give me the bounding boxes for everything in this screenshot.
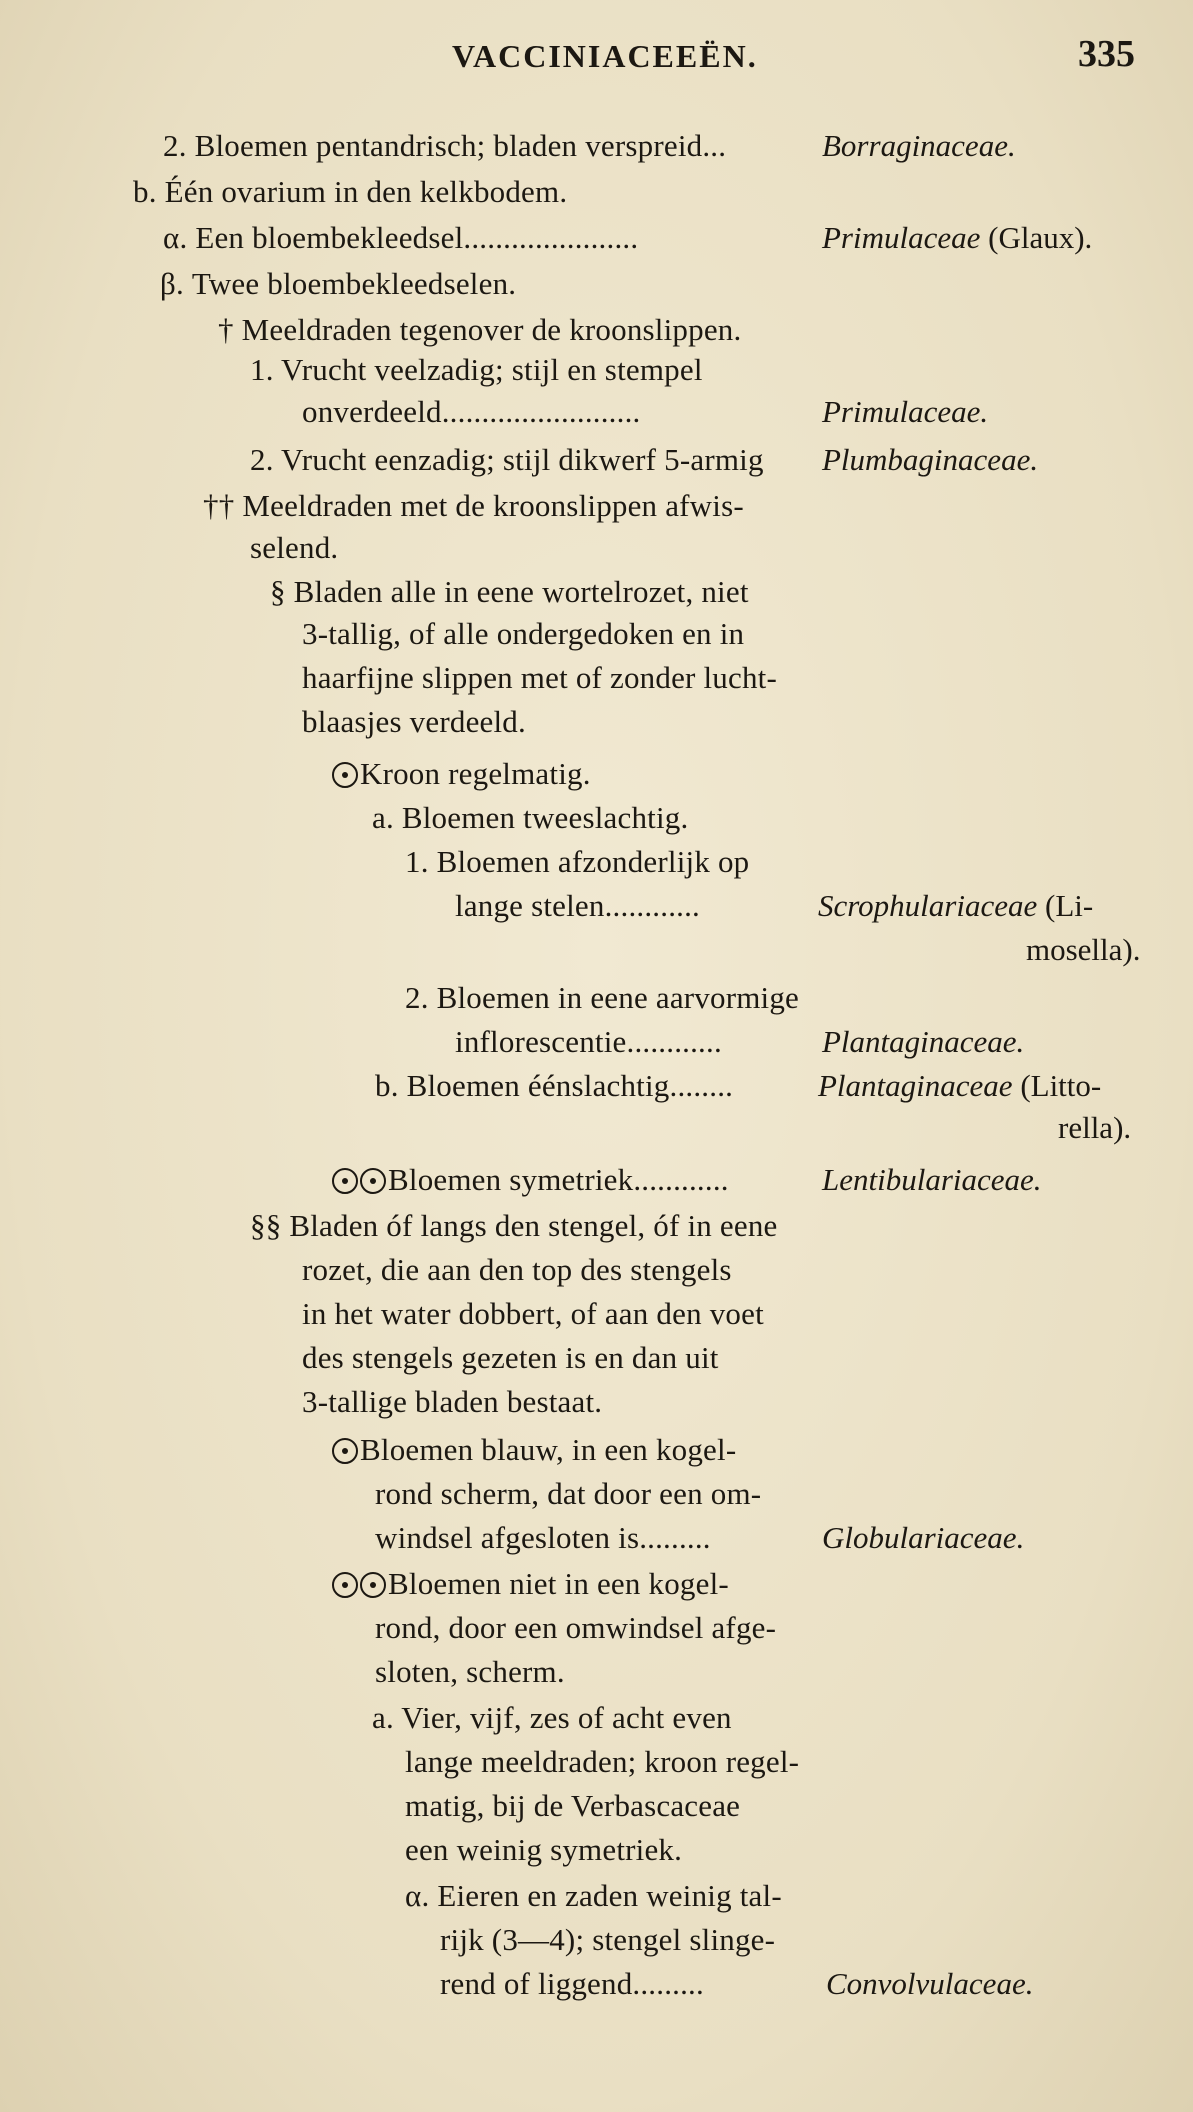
text-line: Bloemen niet in een kogel- bbox=[332, 1564, 729, 1604]
text-line: 3-tallig, of alle ondergedoken en in bbox=[302, 616, 745, 651]
taxon-name: Plantaginaceae. bbox=[822, 1024, 1025, 1059]
taxon-continuation: mosella). bbox=[1026, 932, 1141, 967]
taxon-name: Plantaginaceae (Litto- bbox=[818, 1068, 1102, 1103]
text-line: rond scherm, dat door een om- bbox=[375, 1476, 762, 1511]
text-line: b. Één ovarium in den kelkbodem. bbox=[133, 174, 568, 209]
text-line: a. Bloemen tweeslachtig. bbox=[372, 800, 689, 835]
text-line: § Bladen alle in eene wortelrozet, niet bbox=[270, 574, 749, 609]
single-sun-icon bbox=[332, 762, 358, 788]
text-line: α. Eieren en zaden weinig tal- bbox=[405, 1878, 782, 1913]
text-line: 3-tallige bladen bestaat. bbox=[302, 1384, 603, 1419]
taxon-name: Primulaceae (Glaux). bbox=[822, 220, 1093, 255]
text-line: Bloemen symetriek............ bbox=[332, 1160, 729, 1200]
text-line: §§ Bladen óf langs den stengel, óf in eene bbox=[250, 1208, 778, 1243]
text-line: b. Bloemen éénslachtig........ bbox=[375, 1068, 734, 1103]
double-sun-icon bbox=[332, 1572, 358, 1598]
text-line: † Meeldraden tegenover de kroonslippen. bbox=[218, 312, 742, 347]
text-line: selend. bbox=[250, 530, 339, 565]
text-line: β. Twee bloembekleedselen. bbox=[160, 266, 517, 301]
text-line: in het water dobbert, of aan den voet bbox=[302, 1296, 764, 1331]
text-line: lange meeldraden; kroon regel- bbox=[405, 1744, 800, 1779]
text-line: rond, door een omwindsel afge- bbox=[375, 1610, 777, 1645]
text-line: sloten, scherm. bbox=[375, 1654, 565, 1689]
text-line: Bloemen blauw, in een kogel- bbox=[332, 1430, 736, 1470]
text-line: rozet, die aan den top des stengels bbox=[302, 1252, 732, 1287]
text-line: een weinig symetriek. bbox=[405, 1832, 683, 1867]
taxon-continuation: rella). bbox=[1058, 1110, 1132, 1145]
text-line: rijk (3—4); stengel slinge- bbox=[440, 1922, 776, 1957]
text-line: Kroon regelmatig. bbox=[332, 754, 591, 794]
taxon-name: Globulariaceae. bbox=[822, 1520, 1025, 1555]
taxon-name: Plumbaginaceae. bbox=[822, 442, 1039, 477]
single-sun-icon bbox=[332, 1438, 358, 1464]
text-line: onverdeeld......................... bbox=[302, 394, 641, 429]
taxon-name: Convolvulaceae. bbox=[826, 1966, 1034, 2001]
text-line: blaasjes verdeeld. bbox=[302, 704, 526, 739]
text-line: †† Meeldraden met de kroonslippen afwis- bbox=[203, 488, 744, 523]
page-number: 335 bbox=[1078, 33, 1135, 75]
taxon-name: Lentibulariaceae. bbox=[822, 1162, 1042, 1197]
text-line: rend of liggend......... bbox=[440, 1966, 704, 2001]
taxon-name: Scrophulariaceae (Li- bbox=[818, 888, 1094, 923]
text-line: 2. Bloemen pentandrisch; bladen verspreid... bbox=[163, 128, 727, 163]
taxon-name: Primulaceae. bbox=[822, 394, 989, 429]
text-line: 1. Bloemen afzonderlijk op bbox=[405, 844, 750, 879]
text-line: a. Vier, vijf, zes of acht even bbox=[372, 1700, 732, 1735]
text-line: inflorescentie............ bbox=[455, 1024, 722, 1059]
text-line: des stengels gezeten is en dan uit bbox=[302, 1340, 719, 1375]
text-line: haarfijne slippen met of zonder lucht- bbox=[302, 660, 778, 695]
text-line: matig, bij de Verbascaceae bbox=[405, 1788, 741, 1823]
text-line: 1. Vrucht veelzadig; stijl en stempel bbox=[250, 352, 703, 387]
taxon-name: Borraginaceae. bbox=[822, 128, 1016, 163]
text-line: 2. Bloemen in eene aarvormige bbox=[405, 980, 800, 1015]
text-line: lange stelen............ bbox=[455, 888, 700, 923]
text-line: windsel afgesloten is......... bbox=[375, 1520, 711, 1555]
text-line: 2. Vrucht eenzadig; stijl dikwerf 5-armig bbox=[250, 442, 764, 477]
double-sun-icon bbox=[332, 1168, 358, 1194]
running-header: VACCINIACEEËN. bbox=[452, 38, 758, 74]
text-line: α. Een bloembekleedsel...................... bbox=[163, 220, 639, 255]
